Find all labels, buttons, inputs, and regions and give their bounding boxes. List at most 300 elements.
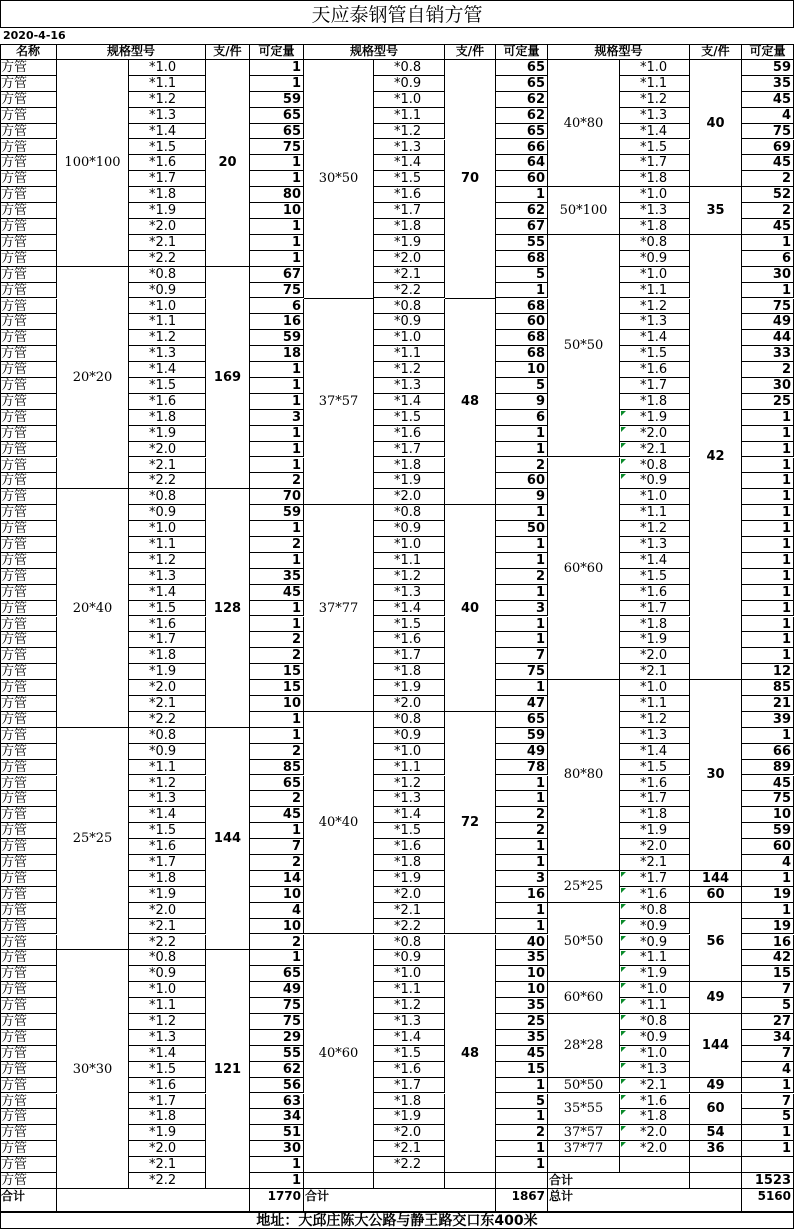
wall-thickness: *2.0: [129, 442, 206, 458]
wall-thickness: *1.2: [620, 92, 690, 108]
available-qty: 6: [742, 251, 794, 267]
product-name-cell: 方管: [0, 776, 57, 792]
subtotal-label: 合计: [548, 1173, 690, 1189]
sheet-date: 2020-4-16: [3, 29, 66, 42]
available-qty: 1: [250, 442, 304, 458]
wall-thickness: *2.2: [374, 1157, 445, 1173]
product-name-cell: 方管: [0, 187, 57, 203]
wall-thickness: *1.1: [620, 950, 690, 966]
available-qty: 62: [496, 108, 548, 124]
wall-thickness: *1.9: [620, 410, 690, 426]
available-qty: 3: [496, 601, 548, 617]
product-name-cell: 方管: [0, 823, 57, 839]
available-qty: 45: [742, 92, 794, 108]
wall-thickness: *1.7: [129, 171, 206, 187]
available-qty: 1: [496, 903, 548, 919]
cell-comment-marker: [621, 1142, 626, 1147]
available-qty: 1: [496, 426, 548, 442]
wall-thickness: *2.2: [129, 1173, 206, 1189]
available-qty: 65: [496, 712, 548, 728]
available-qty: 10: [250, 696, 304, 712]
available-qty: 66: [742, 744, 794, 760]
pieces-per-bundle: 20: [206, 60, 250, 267]
wall-thickness: *1.0: [620, 680, 690, 696]
pieces-per-bundle: 144: [206, 728, 250, 951]
wall-thickness: *1.8: [374, 1094, 445, 1110]
product-name-cell: 方管: [0, 998, 57, 1014]
wall-thickness: *2.0: [620, 839, 690, 855]
available-qty: 1: [496, 553, 548, 569]
wall-thickness: *1.8: [620, 219, 690, 235]
size-group: 80*80: [548, 680, 620, 871]
available-qty: 5: [742, 1109, 794, 1125]
wall-thickness: *1.6: [374, 632, 445, 648]
available-qty: 1: [742, 473, 794, 489]
product-name-cell: 方管: [0, 791, 57, 807]
available-qty: 75: [742, 299, 794, 315]
wall-thickness: *1.4: [620, 744, 690, 760]
available-qty: 1: [742, 1125, 794, 1141]
available-qty: 65: [496, 124, 548, 140]
wall-thickness: *2.0: [620, 1141, 690, 1157]
available-qty: 2: [250, 648, 304, 664]
wall-thickness: *1.5: [129, 140, 206, 156]
product-name-cell: 方管: [0, 966, 57, 982]
product-name-cell: 方管: [0, 489, 57, 505]
available-qty: 2: [742, 362, 794, 378]
wall-thickness: *1.3: [374, 791, 445, 807]
wall-thickness: *1.0: [374, 966, 445, 982]
available-qty: 1: [250, 617, 304, 633]
wall-thickness: *2.2: [129, 935, 206, 951]
product-name-cell: 方管: [0, 1094, 57, 1110]
wall-thickness: *1.5: [620, 346, 690, 362]
size-group: 25*25: [57, 728, 129, 951]
wall-thickness: *2.1: [374, 267, 445, 283]
wall-thickness: *0.9: [374, 728, 445, 744]
available-qty: 4: [742, 855, 794, 871]
available-qty: 1: [496, 1109, 548, 1125]
wall-thickness: *1.7: [620, 378, 690, 394]
wall-thickness: *1.1: [374, 108, 445, 124]
available-qty: 16: [250, 314, 304, 330]
available-qty: 1: [250, 521, 304, 537]
available-qty: 1: [496, 776, 548, 792]
size-group: 100*100: [57, 60, 129, 267]
available-qty: 62: [250, 1062, 304, 1078]
wall-thickness: *1.3: [620, 203, 690, 219]
empty-cell: [304, 1173, 374, 1189]
available-qty: 16: [496, 887, 548, 903]
wall-thickness: *1.6: [374, 187, 445, 203]
empty-cell: [496, 1173, 548, 1189]
available-qty: 67: [496, 219, 548, 235]
wall-thickness: *0.9: [620, 919, 690, 935]
wall-thickness: *1.4: [620, 330, 690, 346]
wall-thickness: *1.5: [374, 171, 445, 187]
available-qty: 59: [742, 60, 794, 76]
available-qty: 1: [742, 505, 794, 521]
available-qty: 7: [742, 982, 794, 998]
size-group: 50*50: [548, 1078, 620, 1094]
pieces-per-bundle: 36: [690, 1141, 742, 1157]
available-qty: 35: [496, 1030, 548, 1046]
cell-comment-marker: [621, 872, 626, 877]
header-qty: 可定量: [496, 44, 548, 60]
wall-thickness: *2.0: [129, 219, 206, 235]
available-qty: 68: [496, 330, 548, 346]
available-qty: 45: [250, 807, 304, 823]
available-qty: 2: [496, 823, 548, 839]
available-qty: 21: [742, 696, 794, 712]
wall-thickness: *2.0: [129, 1141, 206, 1157]
wall-thickness: *1.4: [129, 1046, 206, 1062]
available-qty: 34: [742, 1030, 794, 1046]
header-spec: 规格型号: [548, 44, 690, 60]
wall-thickness: *1.5: [374, 617, 445, 633]
available-qty: 89: [742, 760, 794, 776]
cell-comment-marker: [621, 888, 626, 893]
cell-comment-marker: [621, 999, 626, 1004]
available-qty: 7: [496, 648, 548, 664]
wall-thickness: *2.1: [620, 1078, 690, 1094]
available-qty: 19: [742, 887, 794, 903]
product-name-cell: 方管: [0, 553, 57, 569]
available-qty: 68: [496, 251, 548, 267]
product-name-cell: 方管: [0, 839, 57, 855]
available-qty: 75: [742, 124, 794, 140]
wall-thickness: *1.7: [374, 1078, 445, 1094]
wall-thickness: *1.3: [374, 378, 445, 394]
pieces-per-bundle: 60: [690, 887, 742, 903]
wall-thickness: *1.6: [620, 887, 690, 903]
wall-thickness: *1.9: [374, 871, 445, 887]
product-name-cell: 方管: [0, 505, 57, 521]
available-qty: 1: [496, 919, 548, 935]
available-qty: 80: [250, 187, 304, 203]
wall-thickness: *2.0: [129, 903, 206, 919]
product-name-cell: 方管: [0, 664, 57, 680]
wall-thickness: *0.8: [374, 299, 445, 315]
wall-thickness: *1.4: [620, 553, 690, 569]
product-name-cell: 方管: [0, 394, 57, 410]
wall-thickness: *1.4: [374, 1030, 445, 1046]
wall-thickness: *1.1: [374, 346, 445, 362]
available-qty: 45: [250, 585, 304, 601]
wall-thickness: *1.1: [374, 760, 445, 776]
wall-thickness: *2.2: [129, 473, 206, 489]
header-pcs: 支/件: [690, 44, 742, 60]
wall-thickness: *1.3: [620, 108, 690, 124]
available-qty: 55: [250, 1046, 304, 1062]
wall-thickness: *1.1: [620, 998, 690, 1014]
wall-thickness: *1.9: [374, 1109, 445, 1125]
available-qty: 1: [742, 632, 794, 648]
available-qty: 15: [742, 966, 794, 982]
wall-thickness: *1.6: [374, 426, 445, 442]
wall-thickness: *0.8: [620, 903, 690, 919]
wall-thickness: *1.4: [620, 124, 690, 140]
available-qty: 12: [742, 664, 794, 680]
wall-thickness: *0.9: [129, 505, 206, 521]
wall-thickness: *2.1: [620, 855, 690, 871]
available-qty: 18: [250, 346, 304, 362]
empty-cell: [374, 1173, 445, 1189]
available-qty: 10: [742, 807, 794, 823]
wall-thickness: *1.5: [374, 1046, 445, 1062]
available-qty: 15: [496, 1062, 548, 1078]
cell-comment-marker: [621, 427, 626, 432]
available-qty: 1: [496, 617, 548, 633]
wall-thickness: *0.9: [129, 966, 206, 982]
wall-thickness: *1.2: [129, 330, 206, 346]
available-qty: 1: [742, 537, 794, 553]
available-qty: 33: [742, 346, 794, 362]
wall-thickness: *2.0: [620, 648, 690, 664]
available-qty: 50: [496, 521, 548, 537]
available-qty: 1: [250, 155, 304, 171]
wall-thickness: *0.9: [620, 1030, 690, 1046]
header-qty: 可定量: [742, 44, 794, 60]
wall-thickness: *2.2: [374, 919, 445, 935]
size-group: 35*55: [548, 1094, 620, 1126]
available-qty: 65: [496, 60, 548, 76]
wall-thickness: *2.0: [374, 887, 445, 903]
product-name-cell: 方管: [0, 378, 57, 394]
wall-thickness: *1.8: [620, 1109, 690, 1125]
wall-thickness: *1.5: [620, 569, 690, 585]
available-qty: 69: [742, 140, 794, 156]
wall-thickness: *1.0: [129, 521, 206, 537]
product-name-cell: 方管: [0, 935, 57, 951]
available-qty: 4: [742, 1062, 794, 1078]
size-group: 60*60: [548, 458, 620, 681]
wall-thickness: *1.5: [620, 140, 690, 156]
pieces-per-bundle: 49: [690, 982, 742, 1014]
total-label: 合计: [0, 1189, 57, 1212]
available-qty: 2: [250, 537, 304, 553]
wall-thickness: *1.4: [129, 124, 206, 140]
available-qty: 2: [496, 1125, 548, 1141]
size-group: 20*20: [57, 267, 129, 490]
product-name-cell: 方管: [0, 744, 57, 760]
subtotal-value: 1523: [742, 1173, 794, 1189]
wall-thickness: *1.6: [129, 394, 206, 410]
product-name-cell: 方管: [0, 871, 57, 887]
available-qty: 85: [250, 760, 304, 776]
available-qty: 60: [496, 473, 548, 489]
wall-thickness: *1.0: [620, 60, 690, 76]
available-qty: 2: [250, 855, 304, 871]
available-qty: 1: [742, 601, 794, 617]
size-group: 30*30: [57, 950, 129, 1189]
grand-total-value: 5160: [742, 1189, 794, 1212]
cell-comment-marker: [621, 967, 626, 972]
wall-thickness: *0.8: [620, 458, 690, 474]
wall-thickness: *1.7: [620, 601, 690, 617]
wall-thickness: *0.8: [374, 712, 445, 728]
wall-thickness: *1.0: [620, 489, 690, 505]
pieces-per-bundle: 42: [690, 235, 742, 680]
wall-thickness: *2.0: [374, 1125, 445, 1141]
available-qty: 56: [250, 1078, 304, 1094]
header-spec: 规格型号: [57, 44, 206, 60]
available-qty: 2: [742, 203, 794, 219]
available-qty: 65: [250, 108, 304, 124]
product-name-cell: 方管: [0, 887, 57, 903]
available-qty: 1: [250, 601, 304, 617]
product-name-cell: 方管: [0, 903, 57, 919]
pieces-per-bundle: 40: [690, 60, 742, 187]
empty-cell: [445, 1173, 496, 1189]
empty-cell: [548, 1157, 620, 1173]
wall-thickness: *1.3: [620, 728, 690, 744]
cell-comment-marker: [621, 1079, 626, 1084]
cell-comment-marker: [621, 474, 626, 479]
wall-thickness: *1.8: [129, 1109, 206, 1125]
page-title: 天应泰钢管自销方管: [0, 0, 794, 28]
size-group: 37*57: [548, 1125, 620, 1141]
wall-thickness: *1.2: [620, 712, 690, 728]
total-label: 合计: [304, 1189, 496, 1212]
wall-thickness: *1.7: [620, 791, 690, 807]
size-group: 40*80: [548, 60, 620, 187]
wall-thickness: *1.6: [620, 776, 690, 792]
product-name-cell: 方管: [0, 299, 57, 315]
product-name-cell: 方管: [0, 330, 57, 346]
available-qty: 14: [250, 871, 304, 887]
wall-thickness: *1.8: [129, 187, 206, 203]
wall-thickness: *1.6: [374, 839, 445, 855]
available-qty: 75: [250, 140, 304, 156]
available-qty: 2: [250, 744, 304, 760]
available-qty: 65: [250, 776, 304, 792]
available-qty: 1: [742, 426, 794, 442]
available-qty: 1: [496, 505, 548, 521]
wall-thickness: *1.0: [374, 92, 445, 108]
available-qty: 10: [250, 887, 304, 903]
wall-thickness: *1.8: [374, 855, 445, 871]
cell-comment-marker: [621, 459, 626, 464]
wall-thickness: *1.6: [374, 1062, 445, 1078]
available-qty: 44: [742, 330, 794, 346]
wall-thickness: *1.7: [374, 648, 445, 664]
product-name-cell: 方管: [0, 410, 57, 426]
product-name-cell: 方管: [0, 632, 57, 648]
product-name-cell: 方管: [0, 537, 57, 553]
product-name-cell: 方管: [0, 203, 57, 219]
wall-thickness: *1.9: [129, 887, 206, 903]
wall-thickness: *1.7: [374, 203, 445, 219]
product-name-cell: 方管: [0, 1141, 57, 1157]
available-qty: 1: [742, 410, 794, 426]
wall-thickness: *2.2: [129, 251, 206, 267]
pieces-per-bundle: 40: [445, 505, 496, 712]
wall-thickness: *1.9: [374, 680, 445, 696]
available-qty: 1: [742, 1078, 794, 1094]
wall-thickness: *1.0: [129, 982, 206, 998]
pieces-per-bundle: 128: [206, 489, 250, 728]
size-group: 25*25: [548, 871, 620, 903]
available-qty: 15: [250, 664, 304, 680]
available-qty: 2: [250, 935, 304, 951]
wall-thickness: *1.4: [374, 807, 445, 823]
wall-thickness: *0.8: [129, 950, 206, 966]
available-qty: 2: [250, 473, 304, 489]
available-qty: 75: [250, 283, 304, 299]
available-qty: 7: [742, 1094, 794, 1110]
wall-thickness: *1.2: [374, 362, 445, 378]
available-qty: 51: [250, 1125, 304, 1141]
product-name-cell: 方管: [0, 251, 57, 267]
wall-thickness: *2.2: [374, 283, 445, 299]
product-name-cell: 方管: [0, 92, 57, 108]
available-qty: 6: [496, 410, 548, 426]
available-qty: 1: [496, 839, 548, 855]
cell-comment-marker: [621, 936, 626, 941]
available-qty: 5: [496, 378, 548, 394]
available-qty: 49: [496, 744, 548, 760]
available-qty: 59: [496, 728, 548, 744]
available-qty: 1: [496, 632, 548, 648]
wall-thickness: *1.8: [129, 871, 206, 887]
wall-thickness: *1.7: [620, 155, 690, 171]
wall-thickness: *1.9: [620, 632, 690, 648]
wall-thickness: *1.3: [374, 1014, 445, 1030]
available-qty: 1: [250, 426, 304, 442]
size-group: 60*60: [548, 982, 620, 1014]
wall-thickness: *1.3: [129, 569, 206, 585]
size-group: 20*40: [57, 489, 129, 728]
available-qty: 1: [496, 187, 548, 203]
empty-cell: [690, 1173, 742, 1189]
pieces-per-bundle: 30: [690, 680, 742, 871]
available-qty: 1: [250, 76, 304, 92]
wall-thickness: *2.1: [620, 442, 690, 458]
available-qty: 75: [250, 998, 304, 1014]
available-qty: 62: [496, 203, 548, 219]
empty-cell: [620, 1157, 690, 1173]
available-qty: 1: [742, 617, 794, 633]
cell-comment-marker: [621, 951, 626, 956]
product-name-cell: 方管: [0, 346, 57, 362]
cell-comment-marker: [621, 1110, 626, 1115]
available-qty: 1: [496, 585, 548, 601]
wall-thickness: *1.0: [374, 537, 445, 553]
product-name-cell: 方管: [0, 855, 57, 871]
available-qty: 10: [496, 982, 548, 998]
wall-thickness: *0.9: [620, 251, 690, 267]
wall-thickness: *0.8: [129, 267, 206, 283]
wall-thickness: *1.6: [620, 1094, 690, 1110]
size-group: 50*100: [548, 187, 620, 235]
wall-thickness: *1.8: [620, 394, 690, 410]
product-name-cell: 方管: [0, 712, 57, 728]
pieces-per-bundle: 169: [206, 267, 250, 490]
wall-thickness: *1.0: [129, 60, 206, 76]
wall-thickness: *1.7: [129, 632, 206, 648]
wall-thickness: *0.9: [620, 473, 690, 489]
available-qty: 15: [250, 680, 304, 696]
wall-thickness: *0.8: [374, 505, 445, 521]
wall-thickness: *1.1: [129, 760, 206, 776]
available-qty: 35: [496, 950, 548, 966]
wall-thickness: *1.2: [129, 776, 206, 792]
available-qty: 1: [742, 235, 794, 251]
size-group: 37*77: [548, 1141, 620, 1157]
pieces-per-bundle: 56: [690, 903, 742, 983]
available-qty: 1: [250, 378, 304, 394]
